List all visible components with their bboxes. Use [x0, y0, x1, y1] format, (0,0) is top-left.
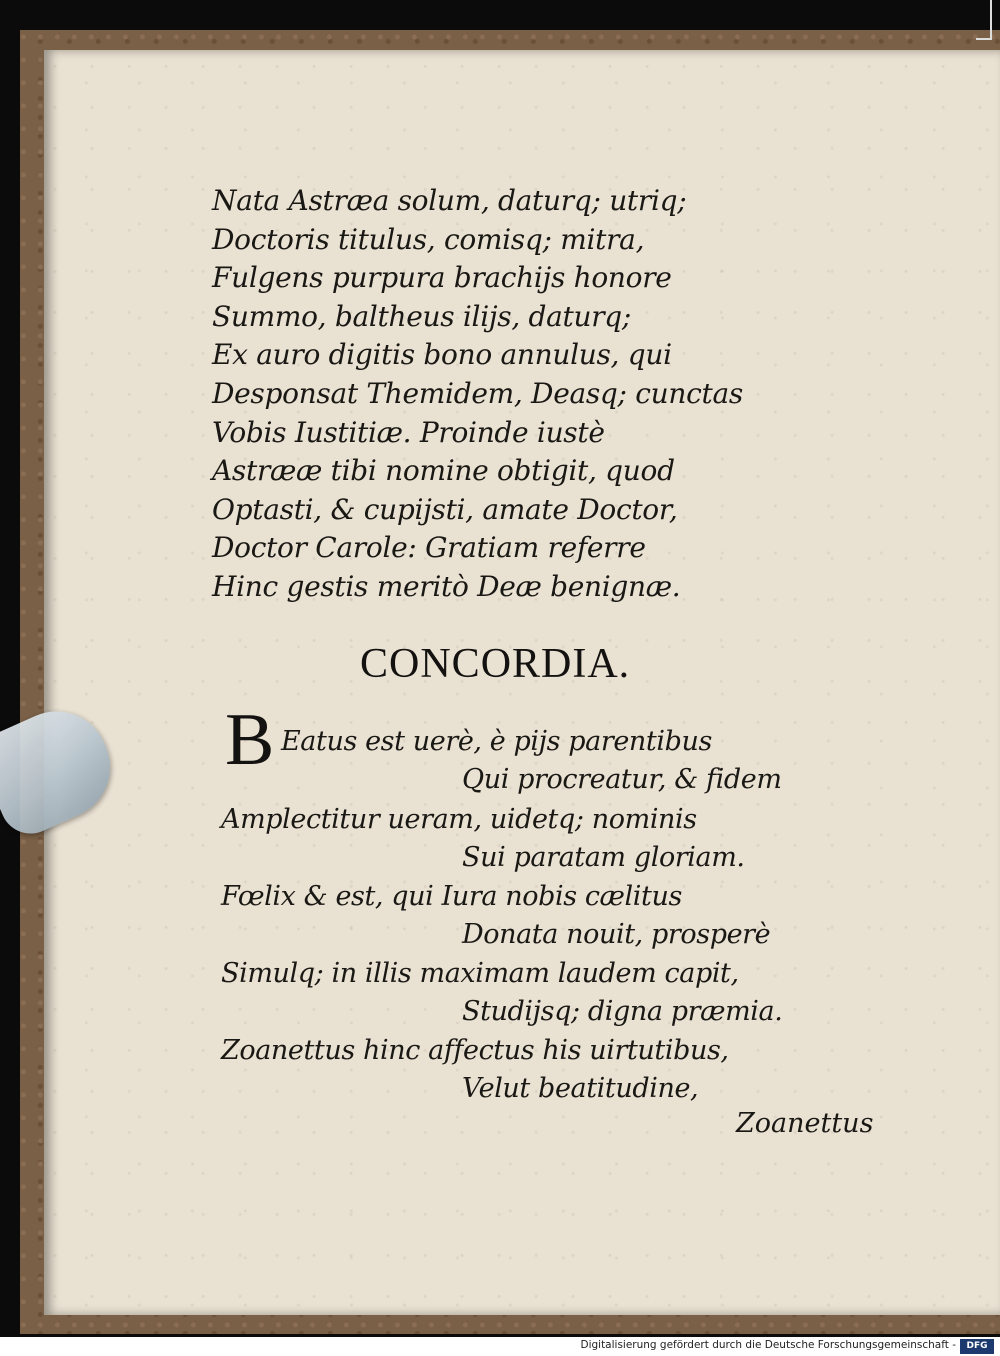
poem-line: Amplectitur ueram, uidetq; nominis [221, 804, 697, 835]
verse-line: Ex auro digitis bono annulus, qui [212, 338, 672, 372]
poem-line: Velut beatitudine, [462, 1073, 699, 1104]
verse-line: Optasti, & cupijsti, amate Doctor, [212, 492, 678, 526]
section-heading: CONCORDIA. [360, 641, 631, 687]
verse-line: Doctoris titulus, comisq; mitra, [212, 222, 645, 256]
footer-bar [0, 1337, 1000, 1356]
verse-line: Hinc gestis meritò Deæ benignæ. [212, 569, 681, 603]
poem-line: Studijsq; digna præmia. [462, 996, 783, 1027]
poem-line: Fœlix & est, qui Iura nobis cælitus [221, 881, 682, 912]
poem-line: Donata nouit, prosperè [462, 919, 771, 950]
drop-capital: B [225, 699, 275, 781]
dfg-logo: DFG [960, 1339, 994, 1354]
verse-line: Summo, baltheus ilijs, daturq; [212, 299, 632, 333]
funding-notice: Digitalisierung gefördert durch die Deutsche Forschungsgemeinschaft - [580, 1339, 956, 1351]
poem-line: Zoanettus hinc affectus his uirtutibus, [221, 1035, 729, 1066]
poem-line: Qui procreatur, & fidem [462, 764, 782, 795]
verse-line: Nata Astræa solum, daturq; utriq; [212, 184, 687, 217]
poem-line: Eatus est uerè, è pijs parentibus [281, 726, 712, 757]
verse-line: Vobis Iustitiæ. Proinde iustè [212, 415, 605, 449]
poem-line: Sui paratam gloriam. [462, 842, 745, 873]
poem-line: Simulq; in illis maximam laudem capit, [221, 958, 739, 989]
verse-line: Desponsat Themidem, Deasq; cunctas [212, 376, 743, 410]
verse-line: Doctor Carole: Gratiam referre [212, 531, 646, 565]
verse-line: Fulgens purpura brachijs honore [212, 261, 672, 295]
catchword: Zoanettus [736, 1108, 874, 1139]
verse-line: Astrææ tibi nomine obtigit, quod [212, 454, 675, 488]
